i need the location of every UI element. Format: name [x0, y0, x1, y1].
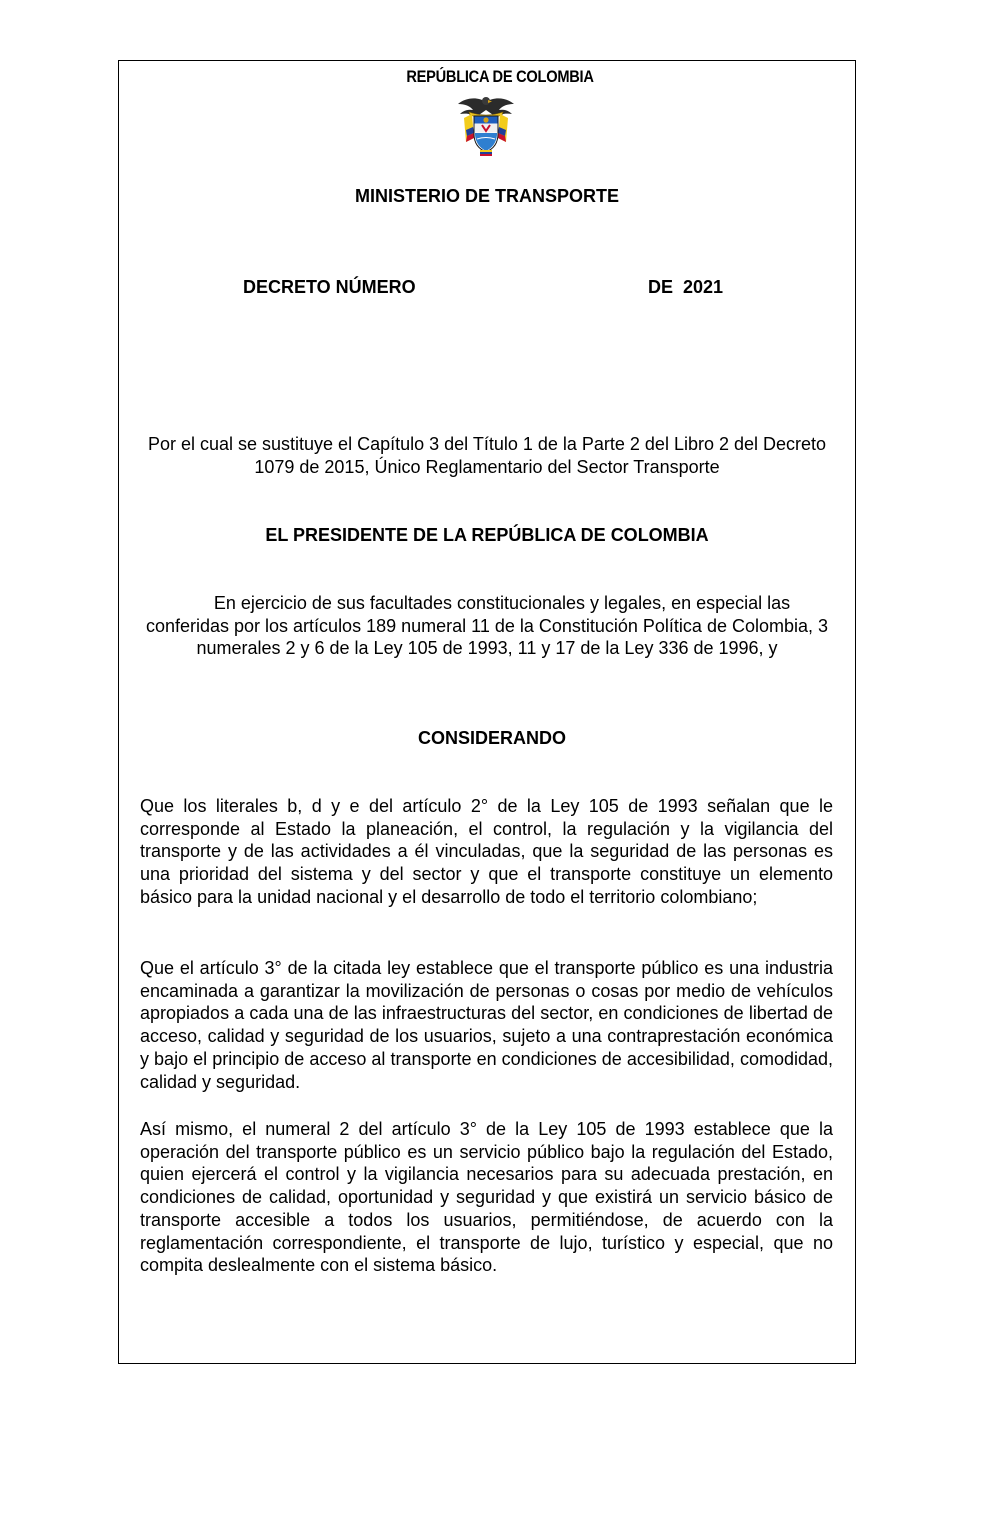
- considering-paragraph-1: Que los literales b, d y e del artículo 2° de la Ley 105 de 1993 señalan que le corresponde al Estado la planeación, el control, la regulación y la vigilancia del transporte y de las actividades a él vinculadas, que la seguridad de las personas es una prioridad del sistema y del sector y que el transporte constituye un elemento básico para la unidad nacional y el desarrollo de todo el territorio colombiano;: [140, 796, 833, 907]
- decree-year-label: DE 2021: [648, 277, 724, 297]
- ministry-heading: MINISTERIO DE TRANSPORTE: [354, 186, 619, 206]
- powers-text: En ejercicio de sus facultades constitucionales y legales, en especial las conferidas por los artículos 189 numeral 11 de la Constitución Política de Colombia, 3 numerales 2 y 6 de la Ley 105 de 1993, 11 y 17 de la Ley 336 de 1996, y: [145, 593, 829, 658]
- coat-of-arms-icon: [455, 92, 517, 156]
- authority-heading: EL PRESIDENTE DE LA REPÚBLICA DE COLOMBIA: [265, 525, 709, 545]
- country-heading: REPÚBLICA DE COLOMBIA: [406, 67, 594, 86]
- considering-paragraph-2: Que el artículo 3° de la citada ley establece que el transporte público es una industria encaminada a garantizar la movilización de personas o cosas por medio de vehículos apropiados a cada una de las infraestructuras del sector, en condiciones de libertad de acceso, calidad y seguridad de los usuarios, sujeto a una contraprestación económica y bajo el principio de acceso al transporte en condiciones de accesibilidad, comodidad, calidad y seguridad.: [140, 958, 833, 1092]
- considering-paragraph-3: Así mismo, el numeral 2 del artículo 3° de la Ley 105 de 1993 establece que la operación del transporte público es un servicio público bajo la regulación del Estado, quien ejercerá el control y la vigilancia necesarios para su adecuada prestación, en condiciones de calidad, oportunidad y seguridad y que existirá un servicio básico de transporte accesible a todos los usuarios, permitiéndose, de acuerdo con la reglamentación correspondiente, el transporte de lujo, turístico y especial, que no compita deslealmente con el sistema básico.: [140, 1119, 833, 1276]
- considering-heading: CONSIDERANDO: [417, 728, 566, 748]
- decree-subject: Por el cual se sustituye el Capítulo 3 del Título 1 de la Parte 2 del Libro 2 del Decreto 1079 de 2015, Único Reglamentario del Sector Transporte: [147, 434, 827, 477]
- powers-paragraph: [140, 592, 834, 660]
- decree-number-label: DECRETO NÚMERO: [243, 277, 416, 297]
